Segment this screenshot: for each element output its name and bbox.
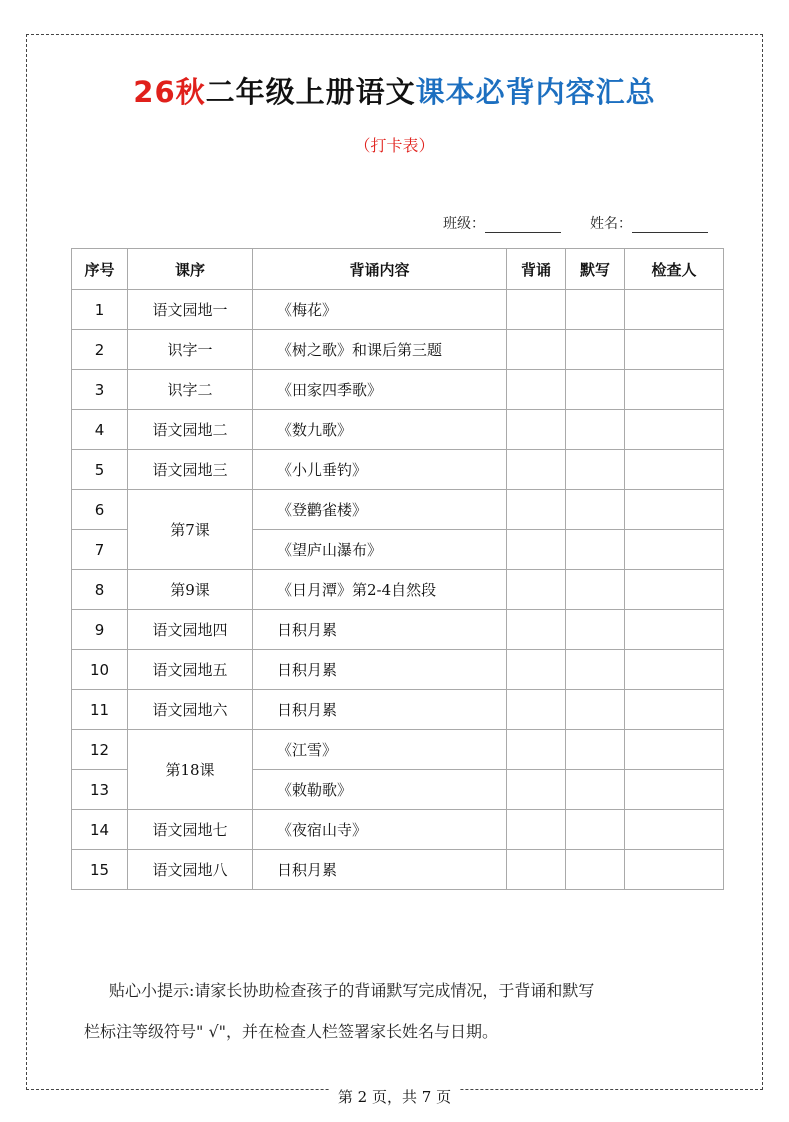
checker-cell[interactable] [625, 810, 724, 850]
checker-cell[interactable] [625, 290, 724, 330]
row-lesson: 语文园地六 [128, 690, 253, 730]
row-no: 10 [72, 650, 128, 690]
table-row [72, 490, 724, 530]
row-no: 3 [72, 370, 128, 410]
dictation-cell[interactable] [566, 450, 625, 490]
dictation-cell[interactable] [566, 770, 625, 810]
row-lesson: 语文园地四 [128, 610, 253, 650]
checker-cell[interactable] [625, 410, 724, 450]
dictation-cell[interactable] [566, 290, 625, 330]
row-no: 4 [72, 410, 128, 450]
dictation-cell[interactable] [566, 810, 625, 850]
row-no: 6 [72, 490, 128, 530]
row-content: 日积月累 [253, 850, 507, 890]
row-content: 《日月潭》第2-4自然段 [253, 570, 507, 610]
page-subtitle: （打卡表） [354, 136, 435, 155]
row-no: 9 [72, 610, 128, 650]
row-content: 《江雪》 [253, 730, 507, 770]
dictation-cell[interactable] [566, 850, 625, 890]
header-no: 序号 [72, 249, 128, 290]
row-lesson: 语文园地二 [128, 410, 253, 450]
table-row [72, 850, 724, 890]
checker-cell[interactable] [625, 770, 724, 810]
table-row [72, 290, 724, 330]
checker-cell[interactable] [625, 690, 724, 730]
recite-cell[interactable] [507, 290, 566, 330]
checker-cell[interactable] [625, 650, 724, 690]
row-content: 日积月累 [253, 690, 507, 730]
name-label: 姓名： [590, 216, 632, 232]
recite-cell[interactable] [507, 450, 566, 490]
title-part-season: 26秋 [133, 75, 206, 109]
row-no: 12 [72, 730, 128, 770]
table-header-row [72, 249, 724, 290]
checker-cell[interactable] [625, 610, 724, 650]
name-blank[interactable] [632, 218, 708, 233]
row-lesson: 第18课 [128, 730, 253, 810]
header-recite: 背诵 [507, 249, 566, 290]
recite-cell[interactable] [507, 530, 566, 570]
table-row [72, 570, 724, 610]
table-row [72, 690, 724, 730]
recite-cell[interactable] [507, 490, 566, 530]
row-lesson: 语文园地五 [128, 650, 253, 690]
table-row [72, 810, 724, 850]
header-checker: 检查人 [625, 249, 724, 290]
row-content: 《小儿垂钓》 [253, 450, 507, 490]
table-row [72, 450, 724, 490]
checker-cell[interactable] [625, 570, 724, 610]
row-no: 13 [72, 770, 128, 810]
row-no: 11 [72, 690, 128, 730]
name-field [590, 213, 708, 233]
row-content: 《夜宿山寺》 [253, 810, 507, 850]
row-content: 《梅花》 [253, 290, 507, 330]
recite-cell[interactable] [507, 770, 566, 810]
dictation-cell[interactable] [566, 330, 625, 370]
dictation-cell[interactable] [566, 370, 625, 410]
class-label: 班级： [443, 216, 485, 232]
row-lesson: 语文园地三 [128, 450, 253, 490]
row-no: 2 [72, 330, 128, 370]
page-footer [0, 1086, 789, 1107]
recite-cell[interactable] [507, 410, 566, 450]
row-no: 1 [72, 290, 128, 330]
row-content: 日积月累 [253, 610, 507, 650]
row-lesson: 识字二 [128, 370, 253, 410]
row-lesson: 语文园地一 [128, 290, 253, 330]
table-row [72, 410, 724, 450]
row-content: 《敕勒歌》 [253, 770, 507, 810]
row-content: 《登鹳雀楼》 [253, 490, 507, 530]
recite-cell[interactable] [507, 850, 566, 890]
row-lesson: 第7课 [128, 490, 253, 570]
row-content: 《田家四季歌》 [253, 370, 507, 410]
row-lesson: 语文园地八 [128, 850, 253, 890]
checkin-table [71, 248, 724, 890]
checker-cell[interactable] [625, 330, 724, 370]
row-no: 5 [72, 450, 128, 490]
recite-cell[interactable] [507, 570, 566, 610]
dictation-cell[interactable] [566, 570, 625, 610]
table-row [72, 650, 724, 690]
table-row [72, 330, 724, 370]
recite-cell[interactable] [507, 610, 566, 650]
row-content: 《数九歌》 [253, 410, 507, 450]
header-lesson: 课序 [128, 249, 253, 290]
row-content: 《望庐山瀑布》 [253, 530, 507, 570]
dictation-cell[interactable] [566, 610, 625, 650]
table-row [72, 370, 724, 410]
checker-cell[interactable] [625, 530, 724, 570]
checker-cell[interactable] [625, 850, 724, 890]
checker-cell[interactable] [625, 450, 724, 490]
row-content: 《树之歌》和课后第三题 [253, 330, 507, 370]
checker-cell[interactable] [625, 490, 724, 530]
title-part-topic: 课本必背内容汇总 [415, 75, 656, 109]
dictation-cell[interactable] [566, 730, 625, 770]
recite-cell[interactable] [507, 690, 566, 730]
row-lesson: 第9课 [128, 570, 253, 610]
row-lesson: 识字一 [128, 330, 253, 370]
header-dictation: 默写 [566, 249, 625, 290]
dictation-cell[interactable] [566, 410, 625, 450]
recite-cell[interactable] [507, 370, 566, 410]
tip-line-1: 贴心小提示:请家长协助检查孩子的背诵默写完成情况，于背诵和默写 [109, 981, 595, 1000]
checker-cell[interactable] [625, 370, 724, 410]
title-part-grade: 二年级上册语文 [205, 75, 416, 109]
row-no: 15 [72, 850, 128, 890]
row-no: 7 [72, 530, 128, 570]
row-no: 8 [72, 570, 128, 610]
class-field [443, 213, 561, 233]
row-lesson: 语文园地七 [128, 810, 253, 850]
row-content: 日积月累 [253, 650, 507, 690]
header-content: 背诵内容 [253, 249, 507, 290]
parent-tip [84, 970, 724, 1052]
recite-cell[interactable] [507, 810, 566, 850]
page-number: 第 2 页，共 7 页 [330, 1088, 459, 1106]
tip-line-2: 栏标注等级符号" √"，并在检查人栏签署家长姓名与日期。 [84, 1022, 499, 1041]
table-row [72, 730, 724, 770]
row-no: 14 [72, 810, 128, 850]
dictation-cell[interactable] [566, 650, 625, 690]
dictation-cell[interactable] [566, 690, 625, 730]
table-row [72, 610, 724, 650]
page-title [0, 70, 789, 111]
checker-cell[interactable] [625, 730, 724, 770]
dictation-cell[interactable] [566, 490, 625, 530]
recite-cell[interactable] [507, 650, 566, 690]
recite-cell[interactable] [507, 330, 566, 370]
dictation-cell[interactable] [566, 530, 625, 570]
recite-cell[interactable] [507, 730, 566, 770]
class-blank[interactable] [485, 218, 561, 233]
